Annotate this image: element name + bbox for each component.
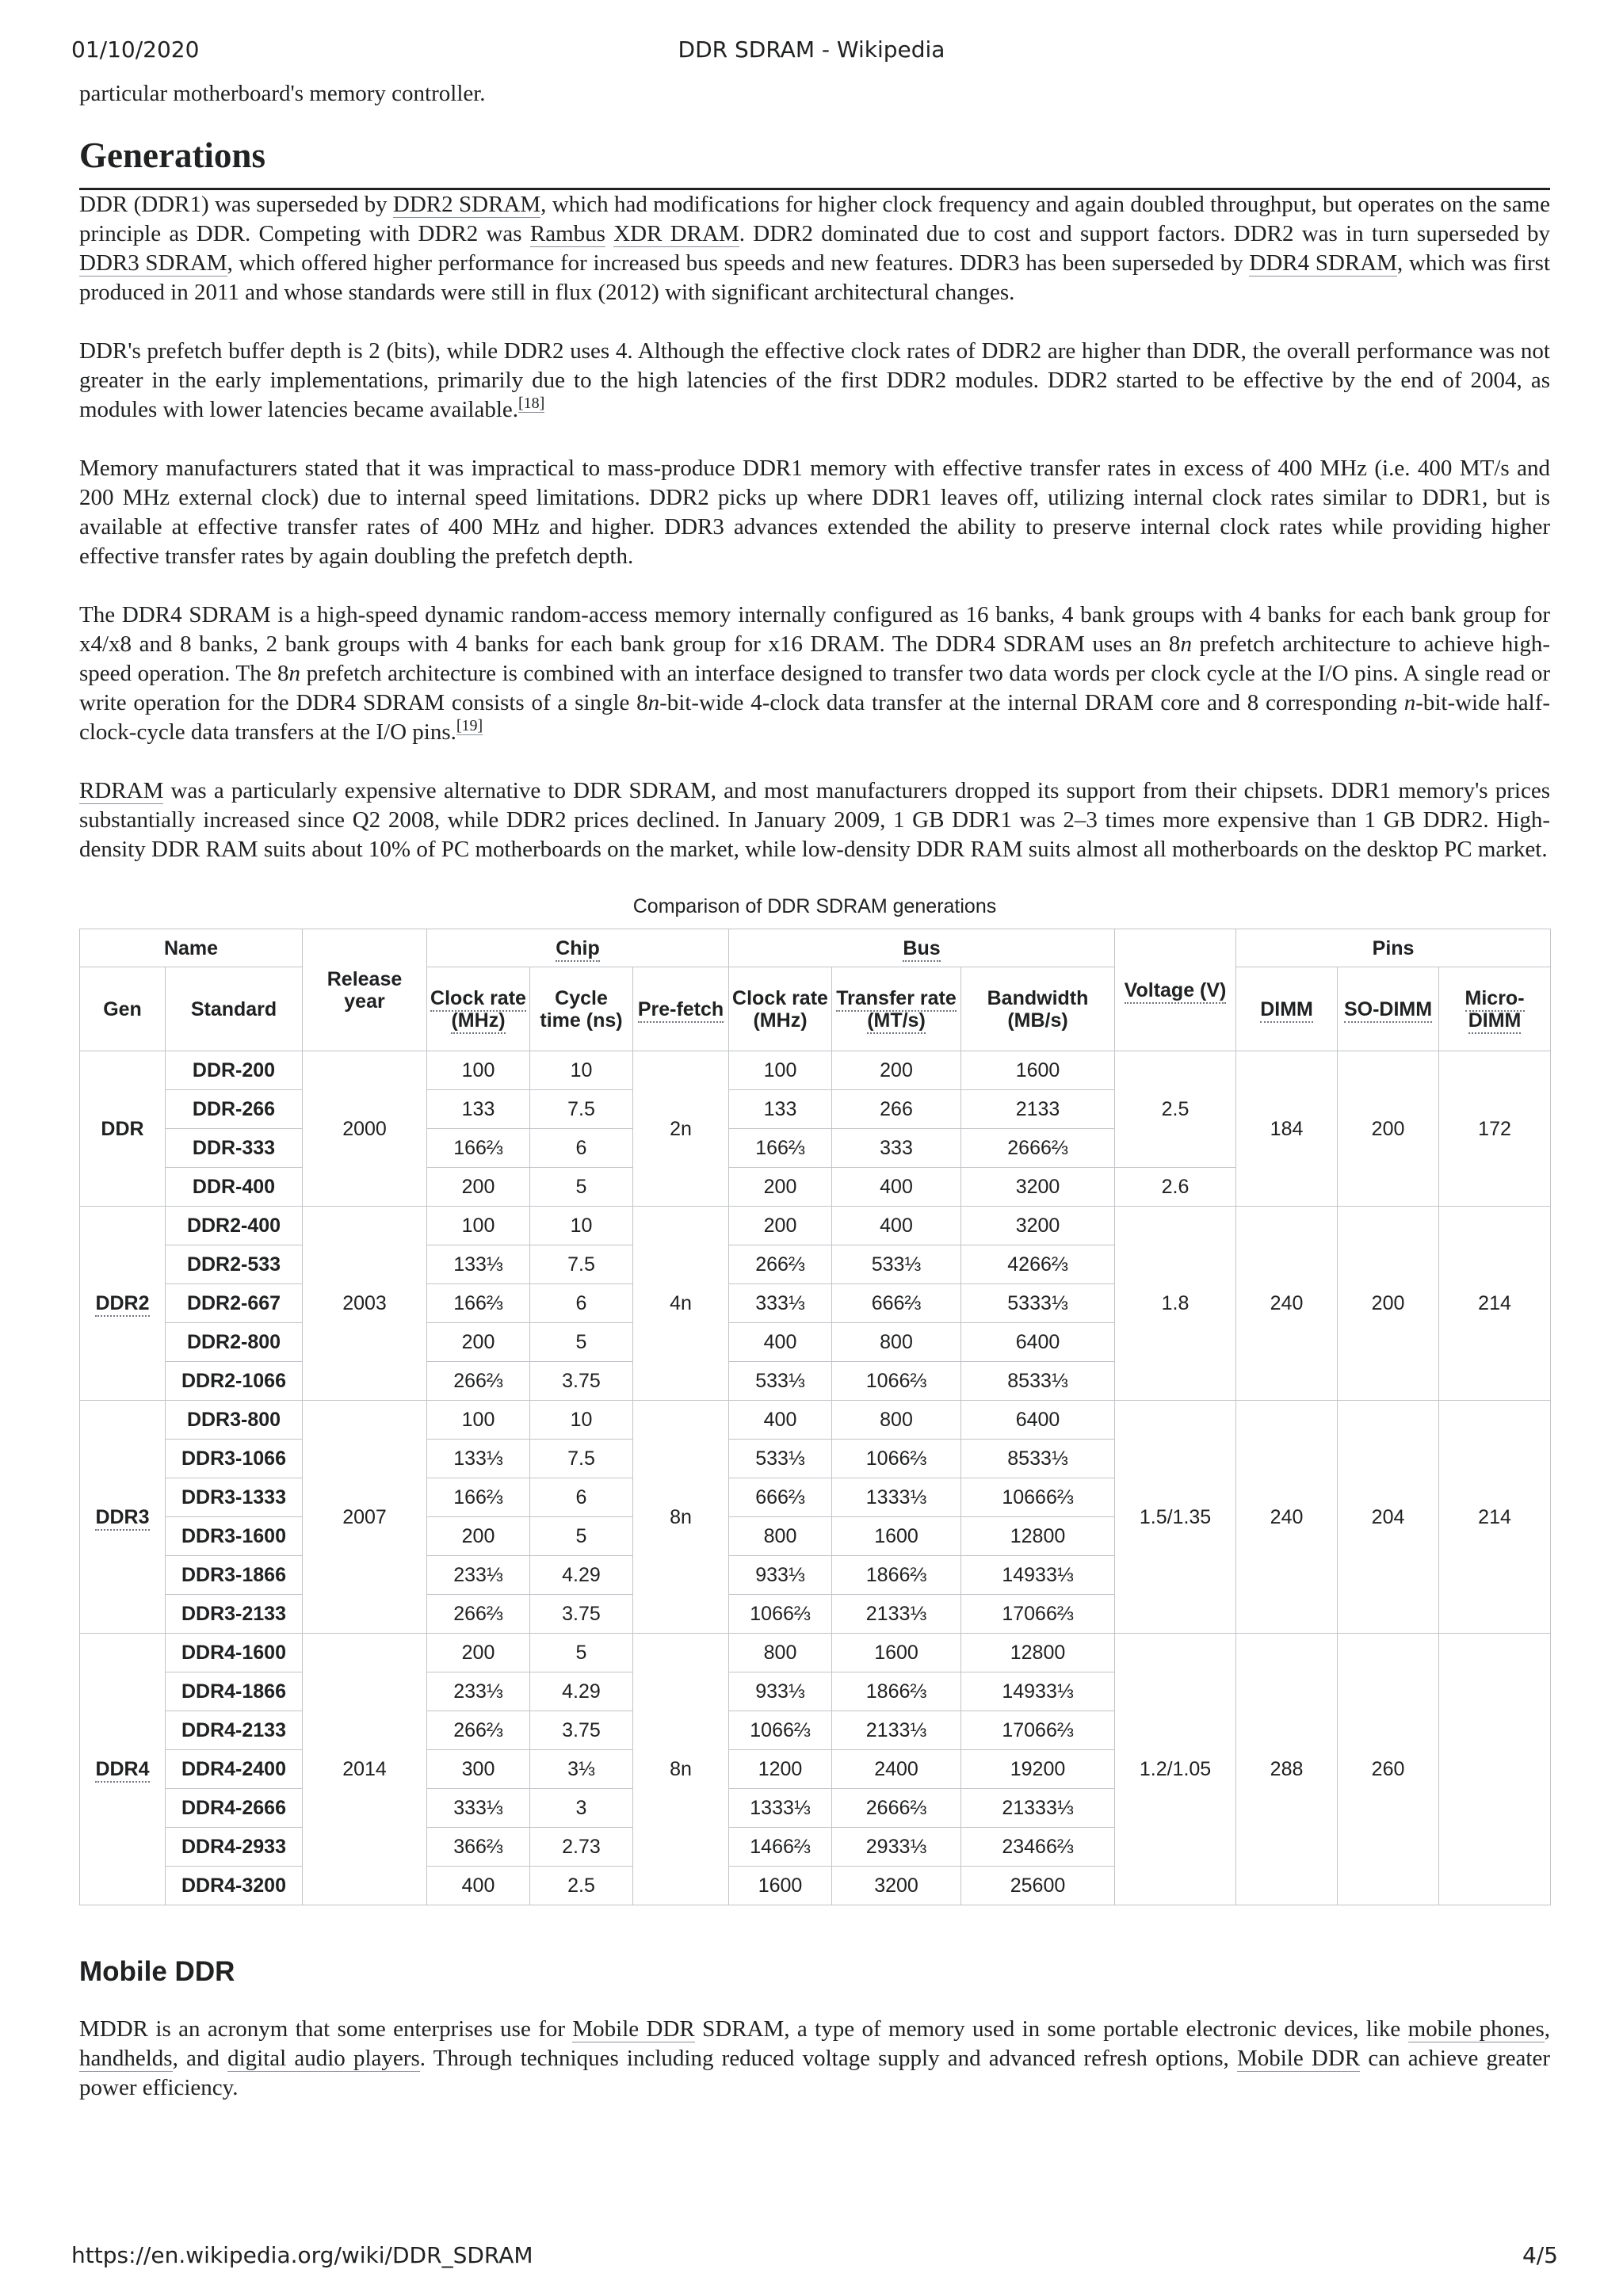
bandwidth-cell: 14933⅓ — [961, 1556, 1115, 1595]
bandwidth-cell: 12800 — [961, 1517, 1115, 1556]
paragraph-prefetch: DDR's prefetch buffer depth is 2 (bits), while DDR2 uses 4. Although the effective clock rates of DDR2 are higher than DDR, the overall performance was not greater in the early implementations, primarily due to the high latencies of the first DDR2 modules. DDR2 started to be effective by the end of 2004, as modules with lower latencies became available.[18] — [79, 338, 1550, 422]
cycle-cell: 3.75 — [530, 1362, 633, 1401]
bus-clock-cell: 333⅓ — [729, 1284, 832, 1323]
cycle-cell: 6 — [530, 1129, 633, 1168]
cycle-cell: 10 — [530, 1401, 633, 1440]
bus-clock-cell: 800 — [729, 1517, 832, 1556]
cycle-cell: 7.5 — [530, 1245, 633, 1284]
citation-18[interactable]: [18] — [518, 395, 545, 412]
transfer-cell: 2666⅔ — [832, 1789, 961, 1828]
standard-cell: DDR2-533 — [166, 1245, 303, 1284]
header-clock-rate — [427, 967, 530, 1051]
cycle-cell: 3 — [530, 1789, 633, 1828]
bus-clock-cell: 200 — [729, 1207, 832, 1245]
transfer-cell: 533⅓ — [832, 1245, 961, 1284]
clock-cell: 233⅓ — [427, 1672, 530, 1711]
transfer-cell: 1866⅔ — [832, 1672, 961, 1711]
transfer-cell: 2133⅓ — [832, 1711, 961, 1750]
voltage-link[interactable]: Voltage (V) — [1125, 979, 1227, 1004]
transfer-cell: 800 — [832, 1401, 961, 1440]
clock-cell: 166⅔ — [427, 1478, 530, 1517]
transfer-cell: 666⅔ — [832, 1284, 961, 1323]
transfer-cell: 1600 — [832, 1517, 961, 1556]
print-page-title: DDR SDRAM - Wikipedia — [678, 36, 945, 63]
link-xdr-dram[interactable]: XDR DRAM — [613, 221, 739, 246]
clock-cell: 266⅔ — [427, 1711, 530, 1750]
bandwidth-cell: 8533⅓ — [961, 1362, 1115, 1401]
standard-cell: DDR2-400 — [166, 1207, 303, 1245]
bus-clock-cell: 1066⅔ — [729, 1711, 832, 1750]
bandwidth-cell: 3200 — [961, 1168, 1115, 1207]
bandwidth-cell: 17066⅔ — [961, 1711, 1115, 1750]
link-rdram[interactable]: RDRAM — [79, 778, 164, 803]
standard-cell: DDR3-1066 — [166, 1440, 303, 1478]
gen-ddr3 — [80, 1401, 166, 1634]
citation-19[interactable]: [19] — [456, 717, 483, 734]
bus-clock-cell: 933⅓ — [729, 1672, 832, 1711]
micro-dimm-cell: 214 — [1439, 1401, 1551, 1634]
gen-ddr: DDR — [80, 1051, 166, 1207]
clock-cell: 100 — [427, 1207, 530, 1245]
release-cell: 2000 — [303, 1051, 427, 1207]
bandwidth-cell: 5333⅓ — [961, 1284, 1115, 1323]
voltage-cell: 2.5 — [1115, 1051, 1236, 1168]
transfer-cell: 1066⅔ — [832, 1440, 961, 1478]
transfer-cell: 800 — [832, 1323, 961, 1362]
bus-clock-cell: 533⅓ — [729, 1362, 832, 1401]
clock-cell: 200 — [427, 1517, 530, 1556]
paragraph-ddr4: The DDR4 SDRAM is a high-speed dynamic random-access memory internally configured as 16 banks, 4 bank groups with 4 banks for each bank group for x4/x8 and 8 banks, 2 bank groups with 4 banks for each bank group for x16 DRAM. The DDR4 SDRAM uses an 8n prefetch architecture to achieve high-speed operation. The 8n prefetch architecture is combined with an interface designed to transfer two data words per clock cycle at the I/O pins. A single read or write operation for the DDR4 SDRAM consists of a single 8n-bit-wide 4-clock data transfer at the internal DRAM core and 8 corresponding n-bit-wide half-clock-cycle data transfers at the I/O pins.[19] — [79, 602, 1551, 745]
gen-ddr4 — [80, 1634, 166, 1905]
clock-cell: 400 — [427, 1867, 530, 1905]
cycle-cell: 5 — [530, 1323, 633, 1362]
standard-cell: DDR4-2133 — [166, 1711, 303, 1750]
cycle-cell: 5 — [530, 1634, 633, 1672]
cycle-cell: 6 — [530, 1284, 633, 1323]
cycle-cell: 2.73 — [530, 1828, 633, 1867]
cycle-cell: 3⅓ — [530, 1750, 633, 1789]
standard-cell: DDR3-1333 — [166, 1478, 303, 1517]
bus-link[interactable]: Bus — [903, 937, 940, 962]
dimm-cell: 184 — [1236, 1051, 1338, 1207]
transfer-cell: 2133⅓ — [832, 1595, 961, 1634]
bandwidth-cell: 21333⅓ — [961, 1789, 1115, 1828]
section-heading-mobile-ddr: Mobile DDR — [79, 1956, 235, 1987]
micro-dimm-cell: 172 — [1439, 1051, 1551, 1207]
clock-cell: 200 — [427, 1634, 530, 1672]
transfer-cell: 200 — [832, 1051, 961, 1090]
bandwidth-cell: 17066⅔ — [961, 1595, 1115, 1634]
article-content — [79, 79, 1550, 2132]
cycle-cell: 7.5 — [530, 1440, 633, 1478]
table-row — [80, 1051, 1551, 1090]
clock-cell: 100 — [427, 1051, 530, 1090]
standard-cell: DDR-200 — [166, 1051, 303, 1090]
cycle-cell: 10 — [530, 1051, 633, 1090]
paragraph-ddr-succession: DDR (DDR1) was superseded by DDR2 SDRAM, which had modifications for higher clock frequency and again doubled throughput, but operates on the same principle as DDR. Competing with DDR2 was Rambus XDR DRAM. DDR2 dominated due to cost and support factors. DDR2 was in turn superseded by DDR3 SDRAM, which offered higher performance for increased bus speeds and new features. DDR3 has been superseded by DDR4 SDRAM, which was first produced in 2011 and whose standards were still in flux (2012) with significant architectural changes. — [79, 192, 1551, 305]
header-cycle-time: Cycle time (ns) — [530, 967, 633, 1051]
bus-clock-cell: 533⅓ — [729, 1440, 832, 1478]
prefetch-cell: 8n — [633, 1401, 729, 1634]
cycle-cell: 5 — [530, 1517, 633, 1556]
standard-cell: DDR3-1600 — [166, 1517, 303, 1556]
standard-cell: DDR-266 — [166, 1090, 303, 1129]
header-voltage — [1115, 929, 1236, 1051]
clock-cell: 333⅓ — [427, 1789, 530, 1828]
prefetch-cell: 2n — [633, 1051, 729, 1207]
cycle-cell: 7.5 — [530, 1090, 633, 1129]
header-bus — [729, 929, 1115, 967]
bandwidth-cell: 10666⅔ — [961, 1478, 1115, 1517]
voltage-cell: 1.5/1.35 — [1115, 1401, 1236, 1634]
paragraph-rdram: RDRAM was a particularly expensive alternative to DDR SDRAM, and most manufacturers dropped its support from their chipsets. DDR1 memory's prices substantially increased since Q2 2008, while DDR2 prices declined. In January 2009, 1 GB DDR1 was 2–3 times more expensive than 1 GB DDR2. High-density DDR RAM suits about 10% of PC motherboards on the market, while low-density DDR RAM suits almost all motherboards on the desktop PC market. — [79, 778, 1550, 862]
bandwidth-cell: 23466⅔ — [961, 1828, 1115, 1867]
standard-cell: DDR2-800 — [166, 1323, 303, 1362]
dimm-cell: 240 — [1236, 1207, 1338, 1401]
header-so-dimm — [1338, 967, 1439, 1051]
bandwidth-cell: 3200 — [961, 1207, 1115, 1245]
chip-link[interactable]: Chip — [556, 937, 600, 962]
standard-cell: DDR2-1066 — [166, 1362, 303, 1401]
release-cell: 2014 — [303, 1634, 427, 1905]
transfer-cell: 1600 — [832, 1634, 961, 1672]
voltage-cell: 1.2/1.05 — [1115, 1634, 1236, 1905]
standard-cell: DDR3-800 — [166, 1401, 303, 1440]
dimm-cell: 288 — [1236, 1634, 1338, 1905]
header-standard: Standard — [166, 967, 303, 1051]
so-dimm-cell: 200 — [1338, 1051, 1439, 1207]
clock-cell: 100 — [427, 1401, 530, 1440]
bandwidth-cell: 2133 — [961, 1090, 1115, 1129]
table-row — [80, 1207, 1551, 1245]
voltage-cell: 2.6 — [1115, 1168, 1236, 1207]
transfer-cell: 1866⅔ — [832, 1556, 961, 1595]
so-dimm-cell: 204 — [1338, 1401, 1439, 1634]
transfer-cell: 1066⅔ — [832, 1362, 961, 1401]
header-transfer-rate — [832, 967, 961, 1051]
bus-clock-cell: 166⅔ — [729, 1129, 832, 1168]
header-gen: Gen — [80, 967, 166, 1051]
clock-cell: 166⅔ — [427, 1129, 530, 1168]
header-dimm — [1236, 967, 1338, 1051]
standard-cell: DDR4-2666 — [166, 1789, 303, 1828]
micro-dimm-cell — [1439, 1634, 1551, 1905]
bus-clock-cell: 800 — [729, 1634, 832, 1672]
transfer-cell: 2400 — [832, 1750, 961, 1789]
bandwidth-cell: 4266⅔ — [961, 1245, 1115, 1284]
print-page-number: 4/5 — [1522, 2242, 1558, 2268]
comparison-table — [79, 929, 1551, 1905]
bandwidth-cell: 12800 — [961, 1634, 1115, 1672]
clock-cell: 200 — [427, 1323, 530, 1362]
prefetch-link[interactable]: Pre-fetch — [638, 998, 724, 1023]
cycle-cell: 5 — [530, 1168, 633, 1207]
bus-clock-cell: 100 — [729, 1051, 832, 1090]
transfer-cell: 1333⅓ — [832, 1478, 961, 1517]
standard-cell: DDR-333 — [166, 1129, 303, 1168]
link-ddr3-sdram[interactable]: DDR3 SDRAM — [79, 250, 227, 276]
micro-dimm-link[interactable]: Micro-DIMM — [1465, 987, 1525, 1034]
bus-clock-cell: 1600 — [729, 1867, 832, 1905]
header-bandwidth: Bandwidth (MB/s) — [961, 967, 1115, 1051]
clock-cell: 133⅓ — [427, 1245, 530, 1284]
bandwidth-cell: 8533⅓ — [961, 1440, 1115, 1478]
bus-clock-cell: 1466⅔ — [729, 1828, 832, 1867]
section-heading-generations: Generations — [79, 132, 1550, 190]
bandwidth-cell: 14933⅓ — [961, 1672, 1115, 1711]
header-pins: Pins — [1236, 929, 1551, 967]
standard-cell: DDR3-1866 — [166, 1556, 303, 1595]
clock-cell: 366⅔ — [427, 1828, 530, 1867]
bus-clock-cell: 1200 — [729, 1750, 832, 1789]
print-url: https://en.wikipedia.org/wiki/DDR_SDRAM — [71, 2242, 533, 2268]
cycle-cell: 3.75 — [530, 1711, 633, 1750]
bandwidth-cell: 19200 — [961, 1750, 1115, 1789]
cycle-cell: 2.5 — [530, 1867, 633, 1905]
transfer-cell: 3200 — [832, 1867, 961, 1905]
table-caption: Comparison of DDR SDRAM generations — [632, 895, 997, 917]
bandwidth-cell: 25600 — [961, 1867, 1115, 1905]
header-micro-dimm — [1439, 967, 1551, 1051]
transfer-cell: 333 — [832, 1129, 961, 1168]
standard-cell: DDR-400 — [166, 1168, 303, 1207]
cycle-cell: 6 — [530, 1478, 633, 1517]
paragraph-mobile-ddr: MDDR is an acronym that some enterprises use for Mobile DDR SDRAM, a type of memory used in some portable electronic devices, like mobile phones, handhelds, and digital audio players. Through techniques including reduced voltage supply and advanced refresh options, Mobile DDR can achieve greater power efficiency. — [79, 2016, 1551, 2100]
standard-cell: DDR4-3200 — [166, 1867, 303, 1905]
transfer-cell: 2933⅓ — [832, 1828, 961, 1867]
link-rambus[interactable]: Rambus — [529, 221, 605, 246]
link-ddr2-sdram[interactable]: DDR2 SDRAM — [392, 192, 541, 217]
so-dimm-cell: 200 — [1338, 1207, 1439, 1401]
standard-cell: DDR4-1600 — [166, 1634, 303, 1672]
link-ddr4-sdram[interactable]: DDR4 SDRAM — [1249, 250, 1397, 276]
ddr3-link[interactable]: DDR3 — [95, 1506, 149, 1531]
bus-clock-cell: 133 — [729, 1090, 832, 1129]
standard-cell: DDR3-2133 — [166, 1595, 303, 1634]
link-digital-audio-players[interactable]: digital audio players — [227, 2046, 420, 2071]
standard-cell: DDR4-1866 — [166, 1672, 303, 1711]
clock-cell: 266⅔ — [427, 1595, 530, 1634]
micro-dimm-cell: 214 — [1439, 1207, 1551, 1401]
bus-clock-cell: 200 — [729, 1168, 832, 1207]
link-mobile-ddr[interactable]: Mobile DDR — [572, 2016, 695, 2042]
clock-rate-link[interactable]: Clock rate (MHz) — [430, 987, 526, 1034]
bandwidth-cell: 6400 — [961, 1323, 1115, 1362]
link-handhelds[interactable]: handhelds — [79, 2046, 173, 2071]
standard-cell: DDR2-667 — [166, 1284, 303, 1323]
standard-cell: DDR4-2933 — [166, 1828, 303, 1867]
table-row — [80, 1634, 1551, 1672]
standard-cell: DDR4-2400 — [166, 1750, 303, 1789]
lead-text: particular motherboard's memory controller. — [79, 81, 486, 106]
paragraph-manufacturers: Memory manufacturers stated that it was impractical to mass-produce DDR1 memory with effective transfer rates in excess of 400 MHz (i.e. 400 MT/s and 200 MHz external clock) due to internal speed limitations. DDR2 picks up where DDR1 leaves off, utilizing internal clock rates similar to DDR1, but is available at effective transfer rates of 400 MHz and higher. DDR3 advances extended the ability to preserve internal clock rates while providing higher effective transfer rates by again doubling the prefetch depth. — [79, 456, 1550, 569]
bus-clock-cell: 1066⅔ — [729, 1595, 832, 1634]
dimm-cell: 240 — [1236, 1401, 1338, 1634]
prefetch-cell: 4n — [633, 1207, 729, 1401]
voltage-cell: 1.8 — [1115, 1207, 1236, 1401]
link-mobile-phones[interactable]: mobile phones — [1407, 2016, 1545, 2042]
header-release-year: Release year — [303, 929, 427, 1051]
release-cell: 2003 — [303, 1207, 427, 1401]
bus-clock-cell: 1333⅓ — [729, 1789, 832, 1828]
gen-ddr2 — [80, 1207, 166, 1401]
bus-clock-cell: 266⅔ — [729, 1245, 832, 1284]
transfer-cell: 400 — [832, 1168, 961, 1207]
ddr2-link[interactable]: DDR2 — [95, 1292, 149, 1317]
so-dimm-cell: 260 — [1338, 1634, 1439, 1905]
cycle-cell: 3.75 — [530, 1595, 633, 1634]
print-date: 01/10/2020 — [71, 36, 200, 63]
transfer-rate-link[interactable]: Transfer rate (MT/s) — [836, 987, 956, 1034]
bandwidth-cell: 6400 — [961, 1401, 1115, 1440]
clock-cell: 133 — [427, 1090, 530, 1129]
clock-cell: 266⅔ — [427, 1362, 530, 1401]
ddr4-link[interactable]: DDR4 — [95, 1758, 149, 1783]
header-prefetch — [633, 967, 729, 1051]
bandwidth-cell: 1600 — [961, 1051, 1115, 1090]
bus-clock-cell: 666⅔ — [729, 1478, 832, 1517]
clock-cell: 200 — [427, 1168, 530, 1207]
clock-cell: 166⅔ — [427, 1284, 530, 1323]
prefetch-cell: 8n — [633, 1634, 729, 1905]
clock-cell: 233⅓ — [427, 1556, 530, 1595]
table-row — [80, 1401, 1551, 1440]
bus-clock-cell: 933⅓ — [729, 1556, 832, 1595]
header-chip — [427, 929, 729, 967]
header-bus-clock-rate: Clock rate (MHz) — [729, 967, 832, 1051]
bus-clock-cell: 400 — [729, 1323, 832, 1362]
cycle-cell: 10 — [530, 1207, 633, 1245]
release-cell: 2007 — [303, 1401, 427, 1634]
transfer-cell: 266 — [832, 1090, 961, 1129]
cycle-cell: 4.29 — [530, 1672, 633, 1711]
bandwidth-cell: 2666⅔ — [961, 1129, 1115, 1168]
clock-cell: 300 — [427, 1750, 530, 1789]
transfer-cell: 400 — [832, 1207, 961, 1245]
dimm-link[interactable]: DIMM — [1260, 998, 1313, 1023]
clock-cell: 133⅓ — [427, 1440, 530, 1478]
so-dimm-link[interactable]: SO-DIMM — [1344, 998, 1432, 1023]
bus-clock-cell: 400 — [729, 1401, 832, 1440]
header-name: Name — [80, 929, 303, 967]
cycle-cell: 4.29 — [530, 1556, 633, 1595]
link-mobile-ddr-2[interactable]: Mobile DDR — [1236, 2046, 1361, 2071]
